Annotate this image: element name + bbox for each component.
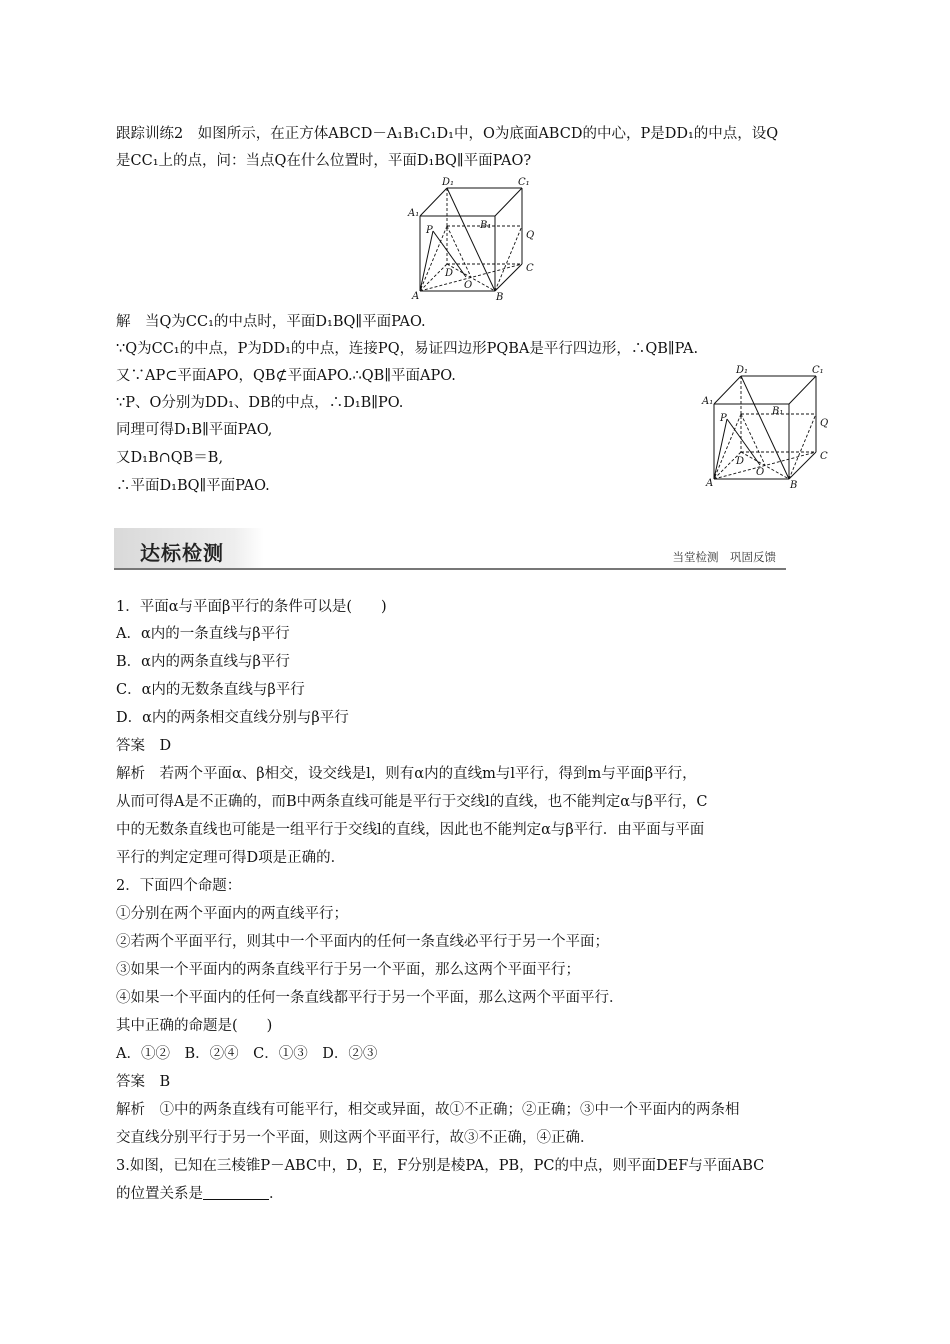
solution-line-2: ∵Q为CC₁的中点，P为DD₁的中点，连接PQ，易证四边形PQBA是平行四边形，∴QB∥PA.	[116, 341, 699, 357]
solution-line-1: 解 当Q为CC₁的中点时，平面D₁BQ∥平面PAO.	[116, 314, 426, 330]
solution-line-6: 又D₁B∩QB＝B,	[116, 450, 224, 466]
q2-explanation-2: 交直线分别平行于另一个平面，则这两个平面平行，故③不正确，④正确．	[116, 1130, 595, 1146]
section-title: 达标检测	[140, 541, 224, 565]
q1-stem: 1．平面α与平面β平行的条件可以是( )	[116, 599, 387, 615]
label-Q: Q	[820, 418, 829, 429]
solution-line-7: ∴平面D₁BQ∥平面PAO.	[116, 478, 270, 494]
q2-stem: 2．下面四个命题：	[116, 878, 242, 894]
q3-line-2	[116, 1184, 284, 1204]
q3-answer-blank[interactable]	[203, 1185, 269, 1200]
q1-option-b: B．α内的两条直线与β平行	[116, 654, 290, 670]
q2-answer: 答案 B	[116, 1074, 171, 1090]
q2-options: A．①② B．②④ C．①③ D．②③	[116, 1046, 378, 1062]
q1-option-d: D．α内的两条相交直线分别与β平行	[116, 710, 349, 726]
q2-proposition-4: ④如果一个平面内的任何一条直线都平行于另一个平面，那么这两个平面平行．	[116, 990, 624, 1006]
q2-ask: 其中正确的命题是( )	[116, 1018, 273, 1034]
q1-answer: 答案 D	[116, 738, 172, 754]
q1-option-a: A．α内的一条直线与β平行	[116, 626, 290, 642]
solution-line-3: 又∵AP⊂平面APO，QB⊄平面APO.∴QB∥平面APO.	[116, 368, 456, 384]
solution-line-4: ∵P、O分别为DD₁、DB的中点，∴D₁B∥PO.	[116, 395, 404, 411]
label-A: A	[706, 478, 714, 489]
training-line-2: 是CC₁上的点，问：当点Q在什么位置时，平面D₁BQ∥平面PAO?	[116, 153, 532, 169]
label-A1: A₁	[702, 396, 714, 407]
label-O: O	[756, 467, 765, 478]
q2-proposition-1: ①分别在两个平面内的两直线平行；	[116, 906, 348, 922]
q2-proposition-2: ②若两个平面平行，则其中一个平面内的任何一条直线必平行于另一个平面；	[116, 934, 609, 950]
section-header	[114, 528, 786, 570]
label-B1: B₁	[480, 220, 492, 231]
q2-proposition-3: ③如果一个平面内的两条直线平行于另一个平面，那么这两个平面平行；	[116, 962, 580, 978]
label-A1: A₁	[408, 208, 420, 219]
section-subtitle: 当堂检测 巩固反馈	[672, 550, 776, 564]
cube-figure-2	[694, 364, 844, 492]
label-D: D	[445, 268, 454, 279]
solution-line-5: 同理可得D₁B∥平面PAO,	[116, 422, 273, 438]
label-O: O	[464, 280, 473, 291]
label-A: A	[412, 291, 420, 302]
section-divider	[114, 568, 786, 570]
q3-line-2-text: 的位置关系是	[116, 1186, 203, 1202]
label-C: C	[820, 451, 828, 462]
label-C1: C₁	[812, 365, 824, 376]
label-D1: D₁	[442, 177, 455, 188]
label-P: P	[720, 413, 727, 424]
q1-option-c: C．α内的无数条直线与β平行	[116, 682, 305, 698]
label-C: C	[526, 263, 534, 274]
training-line-1: 跟踪训练2 如图所示，在正方体ABCD－A₁B₁C₁D₁中，O为底面ABCD的中心，P是DD₁的中点，设Q	[116, 126, 779, 142]
label-D1: D₁	[736, 365, 749, 376]
q1-explanation-4: 平行的判定定理可得D项是正确的．	[116, 850, 346, 866]
label-P: P	[426, 225, 433, 236]
label-D: D	[736, 456, 745, 467]
q3-line-1: 3.如图，已知在三棱锥P－ABC中，D，E，F分别是棱PA，PB，PC的中点，则平面DEF与平面ABC	[116, 1158, 765, 1174]
q3-line-2-end: ．	[269, 1186, 284, 1202]
q1-explanation-2: 从而可得A是不正确的，而B中两条直线可能是平行于交线l的直线，也不能判定α与β平行，C	[116, 794, 708, 810]
q2-explanation-1: 解析 ①中的两条直线有可能平行，相交或异面，故①不正确；②正确；③中一个平面内的两条相	[116, 1102, 740, 1118]
label-Q: Q	[526, 230, 535, 241]
label-B1: B₁	[772, 406, 784, 417]
label-C1: C₁	[518, 177, 530, 188]
q1-explanation-1: 解析 若两个平面α、β相交，设交线是l，则有α内的直线m与l平行，得到m与平面β平行，	[116, 766, 697, 782]
label-B: B	[790, 480, 798, 491]
cube-figure-1	[400, 176, 550, 304]
q1-explanation-3: 中的无数条直线也可能是一组平行于交线l的直线，因此也不能判定α与β平行．由平面与平面	[116, 822, 705, 838]
label-B: B	[496, 292, 504, 303]
